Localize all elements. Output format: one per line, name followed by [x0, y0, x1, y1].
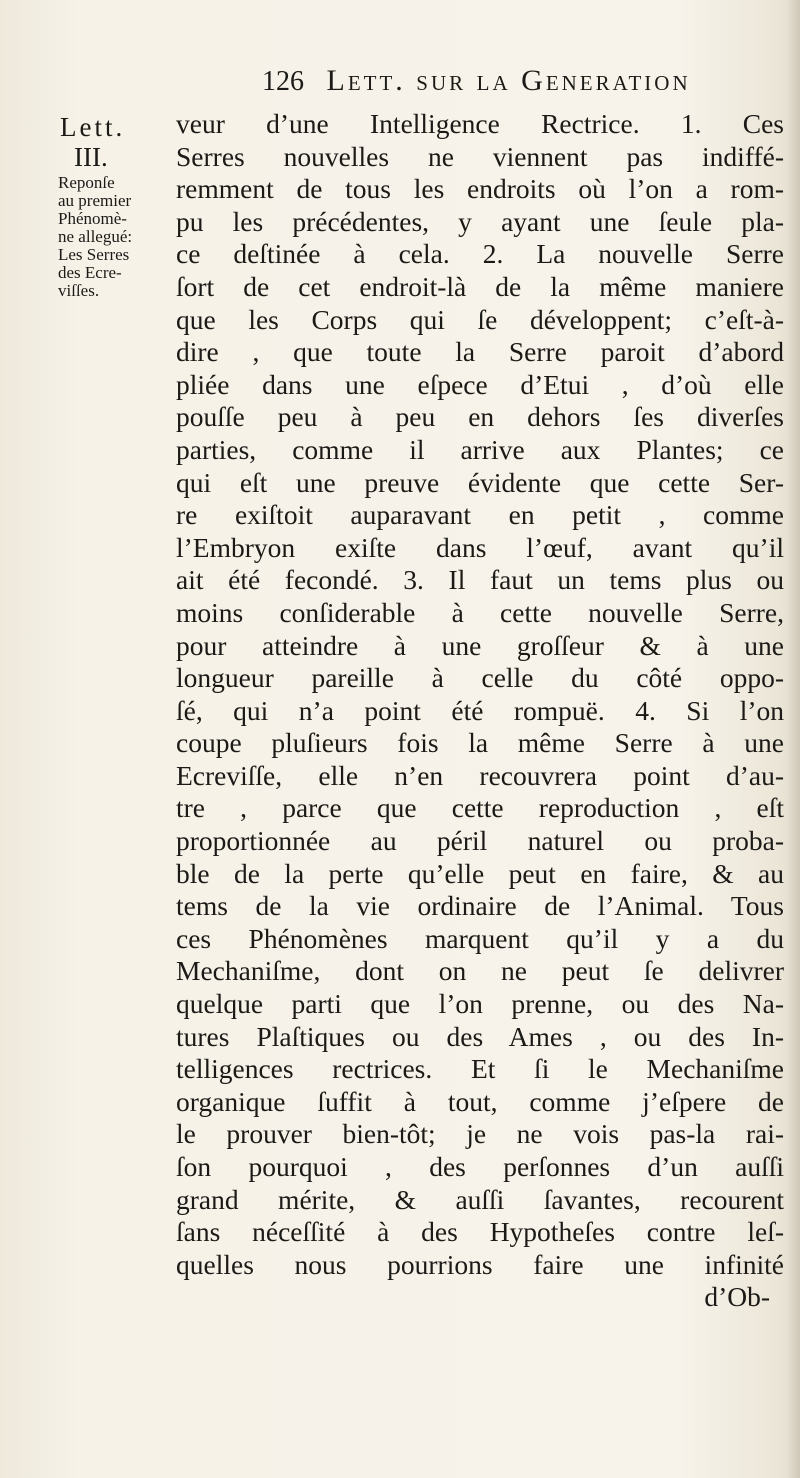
text-line: ble de la perte qu’elle peut en faire, & au [176, 857, 784, 889]
text-line: ſans néceſſité à des Hypotheſes contre leſ- [176, 1216, 784, 1248]
text-line: tems de la vie ordinaire de l’Animal. Tous [176, 890, 784, 922]
marginal-note-line: des Ecre- [58, 263, 122, 282]
text-line: parties, comme il arrive aux Plantes; ce [176, 433, 784, 465]
text-line: qui eſt une preuve évidente que cette Ser- [176, 466, 784, 498]
marginal-note-line: au premier [58, 191, 132, 210]
body-text [176, 108, 784, 1314]
running-title: Lett. sur la Generation [326, 64, 691, 97]
marginal-note-line: ne allegué: [58, 227, 133, 246]
text-line: pour atteindre à une groſſeur & à une [176, 629, 784, 661]
text-line: quelles nous pourrions faire une infinité [176, 1248, 784, 1280]
text-line: veur d’une Intelligence Rectrice. 1. Ces [176, 108, 784, 139]
text-line: coupe pluſieurs fois la même Serre à une [176, 727, 784, 759]
margin-column [58, 112, 176, 300]
text-line: le prouver bien-tôt; je ne vois pas-la rai- [176, 1118, 784, 1150]
text-line: ſé, qui n’a point été rompuë. 4. Si l’on [176, 694, 784, 726]
text-line: tures Plaſtiques ou des Ames , ou des In- [176, 1020, 784, 1052]
text-line: pu les précédentes, y ayant une ſeule pla- [176, 205, 784, 237]
marginal-note-line: viſſes. [58, 281, 100, 300]
text-line: dire , que toute la Serre paroit d’abord [176, 336, 784, 368]
text-line: quelque parti que l’on prenne, ou des Na- [176, 988, 784, 1020]
text-line: remment de tous les endroits où l’on a rom- [176, 173, 784, 205]
text-line: longueur pareille à celle du côté oppo- [176, 662, 784, 694]
letter-number: III. [74, 142, 108, 172]
text-line: ſort de cet endroit-là de la même maniere [176, 270, 784, 302]
text-line: que les Corps qui ſe développent; c’eſt-à- [176, 303, 784, 335]
marginal-note-line: Les Serres [58, 245, 130, 264]
text-line: pliée dans une eſpece d’Etui , d’où elle [176, 368, 784, 400]
catchword: d’Ob- [704, 1281, 770, 1313]
text-line: ce deſtinée à cela. 2. La nouvelle Serre [176, 238, 784, 270]
text-line: pouſſe peu à peu en dehors ſes diverſes [176, 401, 784, 433]
text-line: Serres nouvelles ne viennent pas indiffé- [176, 140, 784, 172]
text-line: Ecreviſſe, elle n’en recouvrera point d’au- [176, 759, 784, 791]
text-line: ait été fecondé. 3. Il faut un tems plus ou [176, 564, 784, 596]
text-line: l’Embryon exiſte dans l’œuf, avant qu’il [176, 531, 784, 563]
text-line: organique ſuffit à tout, comme j’eſpere de [176, 1085, 784, 1117]
marginal-note-line: Reponſe [58, 173, 115, 192]
text-line: grand mérite, & auſſi ſavantes, recourent [176, 1183, 784, 1215]
page-number: 126 [262, 66, 304, 97]
marginal-note [58, 174, 176, 300]
text-line: moins conſiderable à cette nouvelle Serre, [176, 596, 784, 628]
text-line: re exiſtoit auparavant en petit , comme [176, 499, 784, 531]
text-line: ſon pourquoi , des perſonnes d’un auſſi [176, 1151, 784, 1182]
letter-label: Lett. [60, 112, 126, 142]
text-line: tre , parce que cette reproduction , eſt [176, 792, 784, 824]
text-line: ces Phénomènes marquent qu’il y a du [176, 922, 784, 954]
text-line: Mechaniſme, dont on ne peut ſe delivrer [176, 955, 784, 987]
text-line: proportionnée au péril naturel ou proba- [176, 825, 784, 857]
text-line: telligences rectrices. Et ſi le Mechaniſme [176, 1053, 784, 1085]
running-header [262, 64, 782, 98]
page-edge-shadow [786, 0, 800, 1478]
marginal-note-line: Phénomè- [58, 209, 127, 228]
